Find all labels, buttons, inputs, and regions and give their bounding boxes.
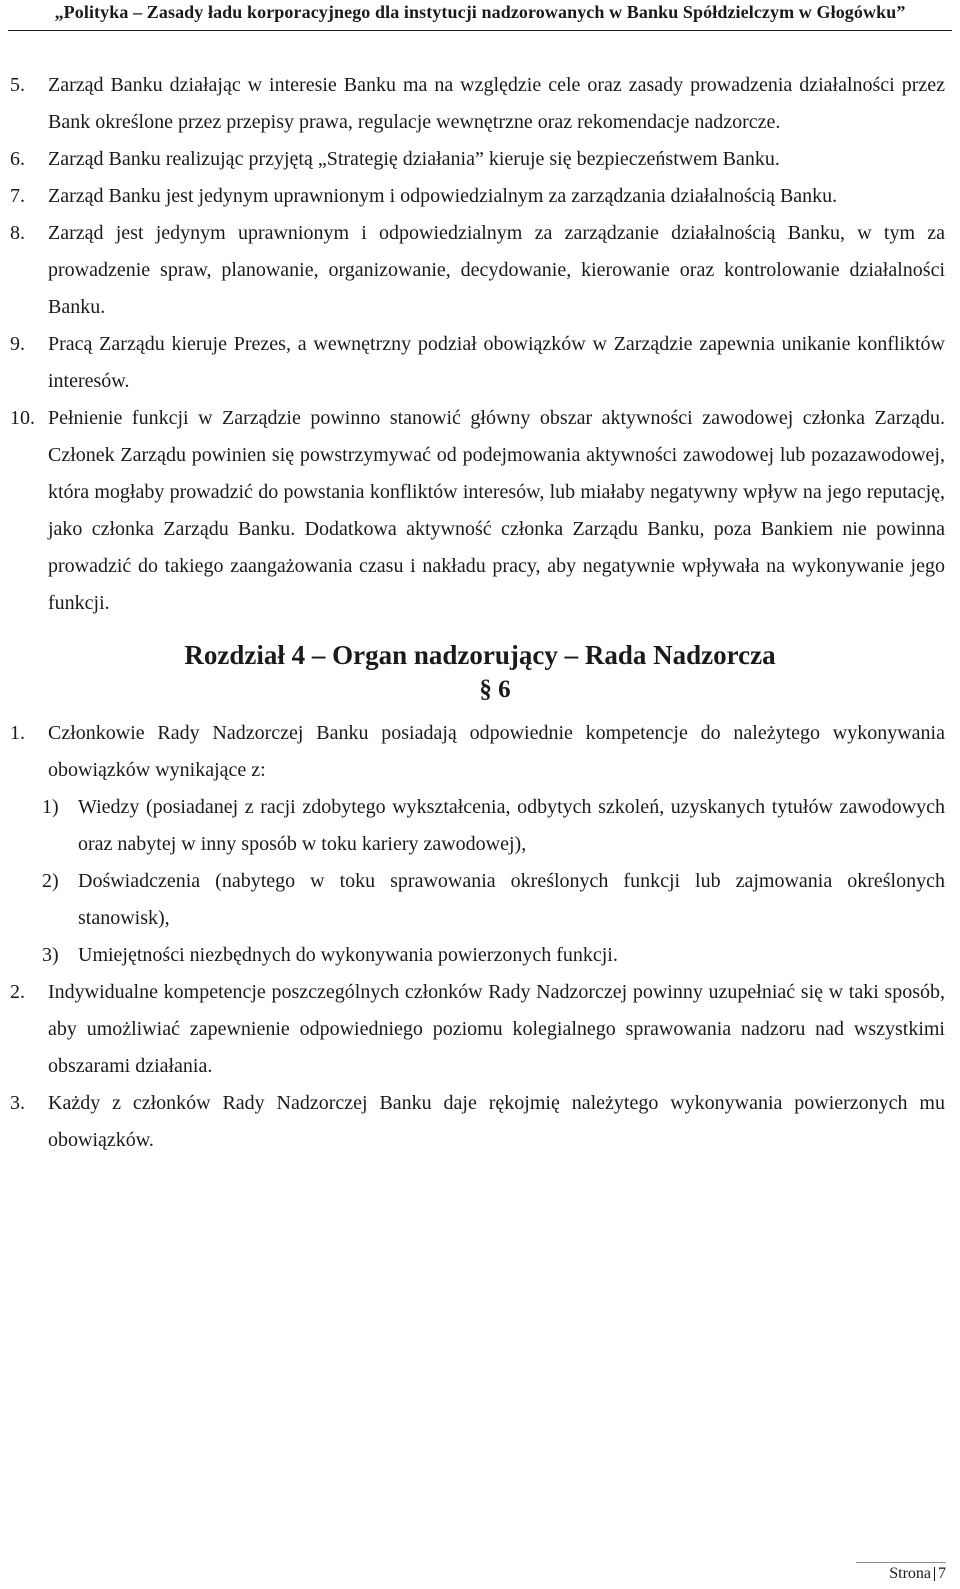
item-text: Zarząd Banku realizując przyjętą „Strategię działania” kieruje się bezpieczeństwem Banku. (48, 148, 780, 170)
sub-list-item (0, 863, 960, 937)
item-text: Indywidualne kompetencje poszczególnych członków Rady Nadzorczej powinny uzupełniać się w taki sposób, aby umożliwiać zapewnienie odpowiedniego poziomu kolegialnego sprawowania nadzoru nad wszystkimi obszarami działania. (48, 981, 945, 1077)
section-number: § 6 (479, 676, 511, 703)
sub-item-text: Doświadczenia (nabytego w toku sprawowania określonych funkcji lub zajmowania określonych stanowisk), (78, 870, 945, 929)
footer-separator (934, 1567, 935, 1581)
sub-item-number: 2) (42, 870, 59, 892)
item-number: 7. (10, 185, 25, 207)
item-number: 10. (10, 407, 35, 429)
sub-item-number: 3) (42, 944, 59, 966)
sub-item-text: Umiejętności niezbędnych do wykonywania powierzonych funkcji. (78, 944, 618, 966)
page-label: Strona (889, 1565, 931, 1582)
item-text: Każdy z członków Rady Nadzorczej Banku daje rękojmię należytego wykonywania powierzonych mu obowiązków. (48, 1092, 945, 1151)
sub-item-text: Wiedzy (posiadanej z racji zdobytego wykształcenia, odbytych szkoleń, uzyskanych tytułów zawodowych oraz nabytej w inny sposób w toku kariery zawodowej), (78, 796, 945, 855)
header-divider (8, 30, 952, 31)
item-text: Pełnienie funkcji w Zarządzie powinno stanowić główny obszar aktywności zawodowej członka Zarządu. Członek Zarządu powinien się powstrzymywać od podejmowania aktywności zawodowej lub pozazawodowej, która mogłaby prowadzić do powstania konfliktów interesów, lub miałaby negatywny wpływ na jego reputację, jako członka Zarządu Banku. Dodatkowa aktywność członka Zarządu Banku, poza Bankiem nie powinna prowadzić do takiego zaangażowania czasu i nakładu pracy, aby negatywnie wpływała na wykonywanie jego funkcji. (48, 407, 945, 614)
item-number: 1. (10, 722, 25, 744)
item-text: Członkowie Rady Nadzorczej Banku posiadają odpowiednie kompetencje do należytego wykonywania obowiązków wynikające z: (48, 722, 945, 781)
document-body (0, 67, 960, 1159)
chapter-title: Rozdział 4 – Organ nadzorujący – Rada Nadzorcza (184, 640, 776, 670)
page-number: 7 (938, 1565, 946, 1582)
list-item (0, 1085, 960, 1159)
list-item (0, 326, 960, 400)
sub-list-item (0, 937, 960, 974)
list-item (0, 715, 960, 789)
sub-item-number: 1) (42, 796, 59, 818)
item-text: Pracą Zarządu kieruje Prezes, a wewnętrzny podział obowiązków w Zarządzie zapewnia unikanie konfliktów interesów. (48, 333, 945, 392)
item-text: Zarząd jest jedynym uprawnionym i odpowiedzialnym za zarządzanie działalnością Banku, w tym za prowadzenie spraw, planowanie, organizowanie, decydowanie, kierowanie oraz kontrolowanie działalności Banku. (48, 222, 945, 318)
item-number: 8. (10, 222, 25, 244)
list-item (0, 67, 960, 141)
sub-list-item (0, 789, 960, 863)
list-item (0, 215, 960, 326)
document-header: „Polityka – Zasady ładu korporacyjnego dla instytucji nadzorowanych w Banku Spółdzielczym w Głogówku” (54, 2, 906, 22)
item-number: 9. (10, 333, 25, 355)
item-text: Zarząd Banku jest jedynym uprawnionym i odpowiedzialnym za zarządzania działalnością Banku. (48, 185, 838, 207)
list-item (0, 400, 960, 622)
item-number: 2. (10, 981, 25, 1003)
list-item (0, 974, 960, 1085)
item-text: Zarząd Banku działając w interesie Banku ma na względzie cele oraz zasady prowadzenia działalności przez Bank określone przez przepisy prawa, regulacje wewnętrzne oraz rekomendacje nadzorcze. (48, 74, 945, 133)
page-footer (856, 1562, 946, 1583)
item-number: 3. (10, 1092, 25, 1114)
list-item (0, 141, 960, 178)
list-item (0, 178, 960, 215)
item-number: 5. (10, 74, 25, 96)
item-number: 6. (10, 148, 25, 170)
